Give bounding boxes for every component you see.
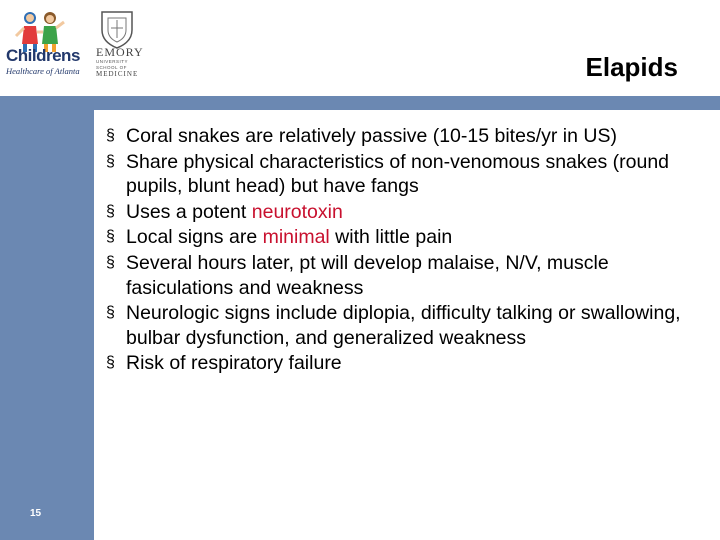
- bullet-item: [106, 225, 696, 250]
- bullet-marker: §: [106, 304, 115, 322]
- bullet-item: [106, 351, 696, 376]
- bullet-item: [106, 251, 696, 300]
- bullet-text: Neurologic signs include diplopia, difficulty talking or swallowing, bulbar dysfunction, and generalized weakness: [126, 302, 681, 349]
- bullet-text: Local signs are: [126, 226, 263, 249]
- childrens-logo-name: Childrens: [6, 46, 80, 65]
- bullet-marker: §: [106, 127, 115, 144]
- bullet-marker: §: [106, 253, 115, 271]
- header-rule: [0, 96, 720, 110]
- emory-logo-line1: UNIVERSITY: [96, 59, 129, 64]
- emory-logo-line3: MEDICINE: [96, 70, 139, 78]
- bullet-marker: §: [106, 152, 115, 170]
- bullet-item: [106, 150, 696, 199]
- bullet-text: Coral snakes are relatively passive (10-15 bites/yr in US): [126, 125, 617, 147]
- bullet-text: Several hours later, pt will develop malaise, N/V, muscle fasiculations and weakness: [126, 251, 609, 299]
- bullet-item: [106, 301, 696, 350]
- bullet-text: Share physical characteristics of non-venomous snakes (round pupils, blunt head) but have fangs: [126, 150, 670, 198]
- emory-logo-line2: SCHOOL OF: [96, 65, 127, 70]
- bullet-list: [106, 124, 696, 377]
- highlighted-term: neurotoxin: [251, 200, 343, 223]
- sidebar-band: [0, 110, 94, 540]
- slide-title: Elapids: [585, 52, 678, 82]
- bullet-marker: §: [106, 228, 115, 246]
- bullet-marker: §: [106, 354, 115, 372]
- bullet-text: Uses a potent: [126, 200, 252, 223]
- emory-logo-name: EMORY: [96, 45, 144, 59]
- bullet-item: [106, 200, 696, 225]
- childrens-logo-tagline: Healthcare of Atlanta: [6, 66, 80, 76]
- bullet-text: Risk of respiratory failure: [126, 352, 342, 375]
- bullet-marker: §: [106, 202, 115, 220]
- bullet-item: [106, 124, 696, 149]
- page-number: 15: [30, 508, 42, 519]
- highlighted-term: minimal: [262, 226, 330, 249]
- bullet-text: with little pain: [329, 226, 453, 249]
